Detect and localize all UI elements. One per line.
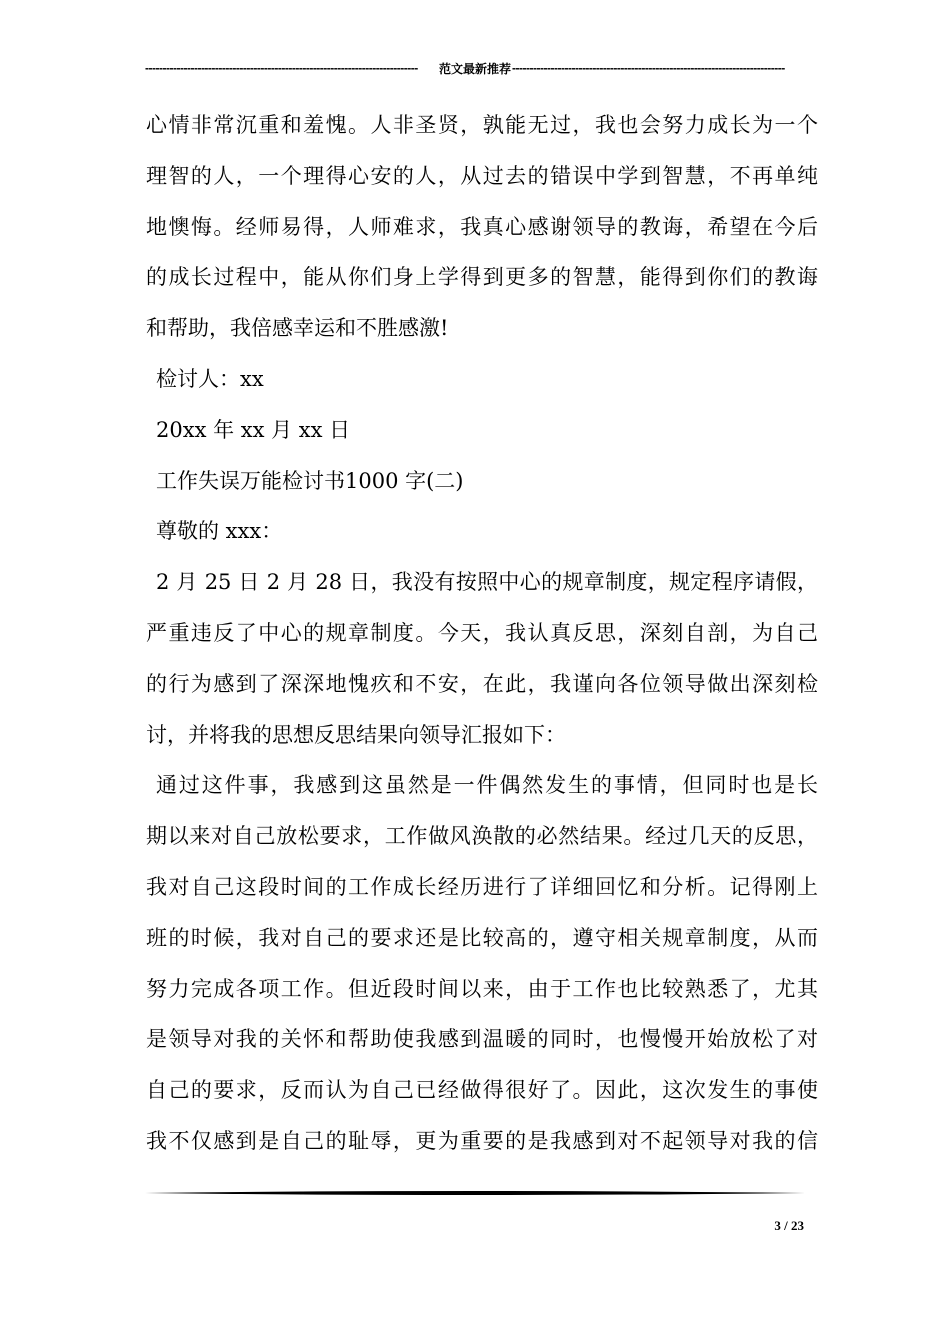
- footer-divider: [145, 1190, 805, 1196]
- salutation: 尊敬的 xxx：: [156, 519, 283, 544]
- text-line: 通过这件事，我感到这虽然是一件偶然发生的事情，但同时也是长: [156, 773, 818, 798]
- text-line: 努力完成各项工作。但近段时间以来，由于工作也比较熟悉了，尤其: [146, 976, 818, 1001]
- text-line: 的行为感到了深深地愧疚和不安，在此，我谨向各位领导做出深刻检: [146, 671, 818, 696]
- text-line: 讨，并将我的思想反思结果向领导汇报如下：: [146, 722, 566, 747]
- text-line: 的成长过程中，能从你们身上学得到更多的智慧，能得到你们的教诲: [146, 265, 818, 290]
- text-line: 严重违反了中心的规章制度。今天，我认真反思，深刻自剖，为自己: [146, 620, 818, 645]
- document-body: [146, 100, 818, 1167]
- text-line: 我对自己这段时间的工作成长经历进行了详细回忆和分析。记得刚上: [146, 874, 818, 899]
- page-number: 3 / 23: [774, 1218, 804, 1233]
- section-title: 工作失误万能检讨书1000 字(二): [156, 468, 464, 493]
- text-line: 和帮助，我倍感幸运和不胜感激!: [146, 316, 449, 341]
- text-line: 是领导对我的关怀和帮助使我感到温暖的同时，也慢慢开始放松了对: [146, 1027, 818, 1052]
- page-header: [145, 58, 805, 78]
- signer-line: 检讨人：xx: [156, 366, 264, 391]
- text-line: 我不仅感到是自己的耻辱，更为重要的是我感到对不起领导对我的信: [146, 1128, 818, 1153]
- text-line: 期以来对自己放松要求，工作做风涣散的必然结果。经过几天的反思，: [146, 824, 818, 849]
- header-dashes-right: ------------------------------------------------------------------------------: [512, 61, 785, 75]
- text-line: 班的时候，我对自己的要求还是比较高的，遵守相关规章制度，从而: [146, 925, 818, 950]
- date-line: 20xx 年 xx 月 xx 日: [156, 417, 351, 442]
- text-line: 自己的要求，反而认为自己已经做得很好了。因此，这次发生的事使: [146, 1078, 818, 1103]
- text-line: 地懊悔。经师易得，人师难求，我真心感谢领导的教诲，希望在今后: [146, 214, 818, 239]
- text-line: 理智的人，一个理得心安的人，从过去的错误中学到智慧，不再单纯: [146, 163, 818, 188]
- header-title: 范文最新推荐: [439, 61, 512, 76]
- text-line: 心情非常沉重和羞愧。人非圣贤，孰能无过，我也会努力成长为一个: [146, 113, 818, 137]
- text-line: 2 月 25 日 2 月 28 日，我没有按照中心的规章制度，规定程序请假，: [156, 570, 818, 595]
- header-dashes-left: ------------------------------------------------------------------------------: [145, 61, 418, 75]
